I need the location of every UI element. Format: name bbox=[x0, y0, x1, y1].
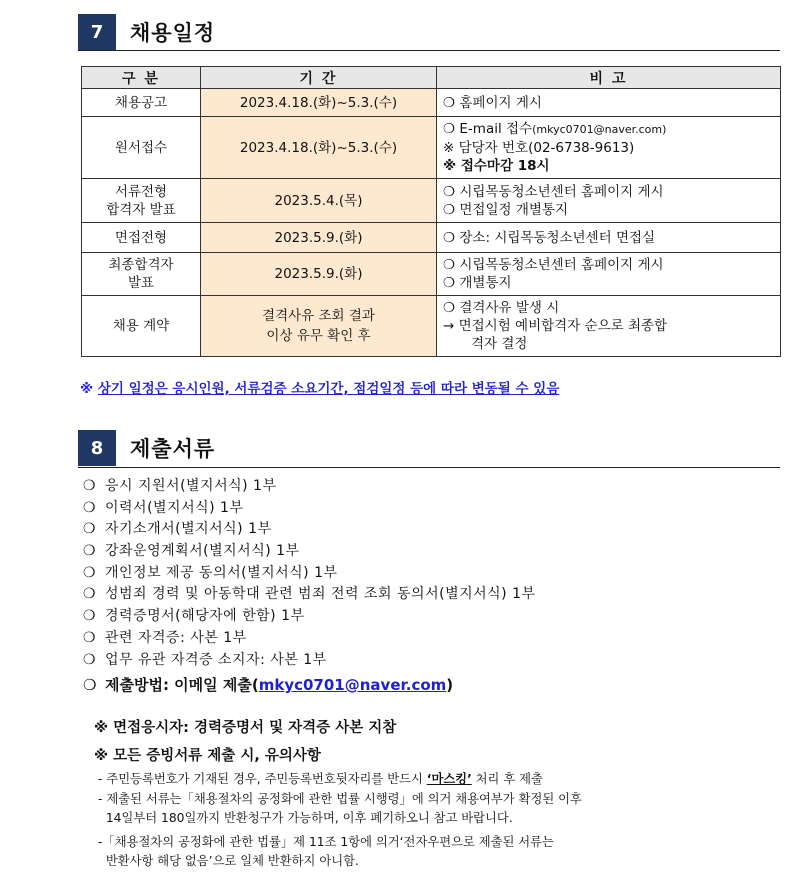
table-row bbox=[82, 89, 781, 117]
caution-text: 14일부터 180일까지 반환청구가 가능하며, 이후 폐기하오니 참고 바랍니다. bbox=[98, 811, 513, 825]
note-line: 격자 결정 bbox=[471, 336, 528, 352]
row-notes bbox=[437, 253, 781, 296]
list-item bbox=[83, 606, 536, 628]
note-text: ❍ E-mail 접수 bbox=[443, 121, 533, 137]
email-link[interactable]: mkyc0701@naver.com bbox=[258, 676, 447, 694]
note-line: ❍ 시립목동청소년센터 홈페이지 게시 bbox=[443, 257, 664, 273]
method-close: ) bbox=[446, 676, 454, 694]
note-line: ❍ 면접일정 개별통지 bbox=[443, 201, 569, 218]
header-notes: 비 고 bbox=[437, 67, 781, 89]
table-row bbox=[82, 117, 781, 179]
row-period: 2023.5.9.(화) bbox=[201, 223, 437, 253]
table-row bbox=[82, 253, 781, 296]
note-line: ※ 담당자 번호(02-6738-9613) bbox=[443, 140, 635, 156]
document-text: 개인정보 제공 동의서(별지서식) 1부 bbox=[105, 564, 338, 581]
note-line: ❍ 결격사유 발생 시 bbox=[443, 300, 560, 316]
row-notes bbox=[437, 89, 781, 117]
row-period: 2023.4.18.(화)~5.3.(수) bbox=[201, 89, 437, 117]
submission-method bbox=[83, 674, 453, 695]
section-7-underline bbox=[78, 50, 780, 51]
bullet-icon: ❍ bbox=[83, 586, 97, 603]
row-period: 2023.5.4.(목) bbox=[201, 179, 437, 223]
caution-text: - 주민등록번호가 기재된 경우, 주민등록번호뒷자리를 반드시 bbox=[98, 772, 427, 786]
schedule-table bbox=[81, 66, 781, 357]
document-text: 경력증명서(해당자에 한함) 1부 bbox=[105, 608, 305, 625]
caution-item bbox=[98, 790, 582, 828]
method-label: 제출방법: 이메일 제출( bbox=[105, 676, 259, 694]
row-notes bbox=[437, 179, 781, 223]
header-period: 기 간 bbox=[201, 67, 437, 89]
note-line: ❍ 시립목동청소년센터 홈페이지 게시 bbox=[443, 183, 664, 200]
list-item bbox=[83, 498, 536, 520]
email-address: (mkyc0701@naver.com) bbox=[532, 123, 667, 136]
schedule-note bbox=[80, 377, 559, 397]
row-category: 채용공고 bbox=[82, 89, 201, 117]
bullet-icon: ❍ bbox=[83, 543, 97, 560]
document-text: 응시 지원서(별지서식) 1부 bbox=[105, 478, 277, 494]
list-item bbox=[83, 519, 536, 541]
note-line: ❍ 장소: 시립목동청소년센터 면접실 bbox=[443, 229, 656, 246]
section-7-number: 7 bbox=[78, 14, 116, 50]
table-row bbox=[82, 296, 781, 357]
row-category: 채용 계약 bbox=[82, 296, 201, 357]
table-header-row bbox=[82, 67, 781, 89]
bullet-icon: ❍ bbox=[83, 564, 97, 581]
row-period: 2023.4.18.(화)~5.3.(수) bbox=[201, 117, 437, 179]
caution-text: -「채용절차의 공정화에 관한 법률」제 11조 1항에 의거‘전자우편으로 제출된 서류는 bbox=[98, 835, 554, 849]
note-line: ❍ 개별통지 bbox=[443, 275, 512, 291]
list-item bbox=[83, 628, 536, 650]
section-8-header bbox=[78, 430, 215, 466]
document-text: 성범죄 경력 및 아동학대 관련 범죄 전력 조회 동의서(별지서식) 1부 bbox=[105, 586, 536, 603]
bullet-icon: ❍ bbox=[83, 629, 97, 646]
row-category: 서류전형 합격자 발표 bbox=[82, 179, 201, 223]
list-item bbox=[83, 650, 536, 672]
bullet-icon: ❍ bbox=[83, 676, 97, 694]
caution-heading: ※ 모든 증빙서류 제출 시, 유의사항 bbox=[94, 748, 321, 764]
caution-item bbox=[98, 770, 543, 789]
section-8-title: 제출서류 bbox=[130, 437, 216, 461]
list-item bbox=[83, 476, 536, 498]
document-text: 관련 자격증: 사본 1부 bbox=[105, 629, 247, 646]
row-category: 최종합격자 발표 bbox=[82, 253, 201, 296]
section-7-title: 채용일정 bbox=[130, 21, 216, 45]
table-row bbox=[82, 223, 781, 253]
bullet-icon: ❍ bbox=[83, 499, 97, 516]
row-period: 2023.5.9.(화) bbox=[201, 253, 437, 296]
caution-text: 반환사항 해당 없음’으로 일체 반환하지 아니함. bbox=[98, 854, 359, 868]
document-text: 자기소개서(별지서식) 1부 bbox=[105, 521, 272, 538]
document-list bbox=[83, 476, 536, 671]
list-item bbox=[83, 584, 536, 606]
row-notes bbox=[437, 117, 781, 179]
note-mark: ※ bbox=[80, 381, 94, 397]
caution-item bbox=[98, 833, 554, 871]
table-row bbox=[82, 179, 781, 223]
note-text: 상기 일정은 응시인원, 서류검증 소요기간, 점검일정 등에 따라 변동될 수 있음 bbox=[97, 381, 560, 397]
row-notes bbox=[437, 223, 781, 253]
interview-note: ※ 면접응시자: 경력증명서 및 자격증 사본 지참 bbox=[94, 720, 397, 736]
bullet-icon: ❍ bbox=[83, 651, 97, 668]
caution-text: - 제출된 서류는「채용절차의 공정화에 관한 법률 시행령」에 의거 채용여부가 확정된 이후 bbox=[98, 792, 582, 806]
note-line: ❍ 홈페이지 게시 bbox=[443, 94, 542, 111]
document-text: 업무 유관 자격증 소지자: 사본 1부 bbox=[105, 651, 327, 668]
note-line bbox=[443, 120, 774, 139]
list-item bbox=[83, 541, 536, 563]
note-line: → 면접시험 예비합격자 순으로 최종합 bbox=[443, 318, 668, 334]
list-item bbox=[83, 563, 536, 585]
row-notes bbox=[437, 296, 781, 357]
row-period: 결격사유 조회 결과 이상 유무 확인 후 bbox=[201, 296, 437, 357]
section-7-header bbox=[78, 14, 215, 50]
header-category: 구 분 bbox=[82, 67, 201, 89]
row-category: 원서접수 bbox=[82, 117, 201, 179]
masking-highlight: ‘마스킹’ bbox=[426, 772, 472, 786]
section-8-number: 8 bbox=[78, 430, 116, 466]
row-category: 면접전형 bbox=[82, 223, 201, 253]
document-text: 이력서(별지서식) 1부 bbox=[105, 499, 244, 516]
note-line: ※ 접수마감 18시 bbox=[443, 158, 550, 174]
bullet-icon: ❍ bbox=[83, 608, 97, 625]
bullet-icon: ❍ bbox=[83, 478, 97, 494]
caution-text: 처리 후 제출 bbox=[471, 772, 543, 786]
document-text: 강좌운영계획서(별지서식) 1부 bbox=[105, 543, 300, 560]
section-8-underline bbox=[78, 467, 780, 468]
bullet-icon: ❍ bbox=[83, 521, 97, 538]
